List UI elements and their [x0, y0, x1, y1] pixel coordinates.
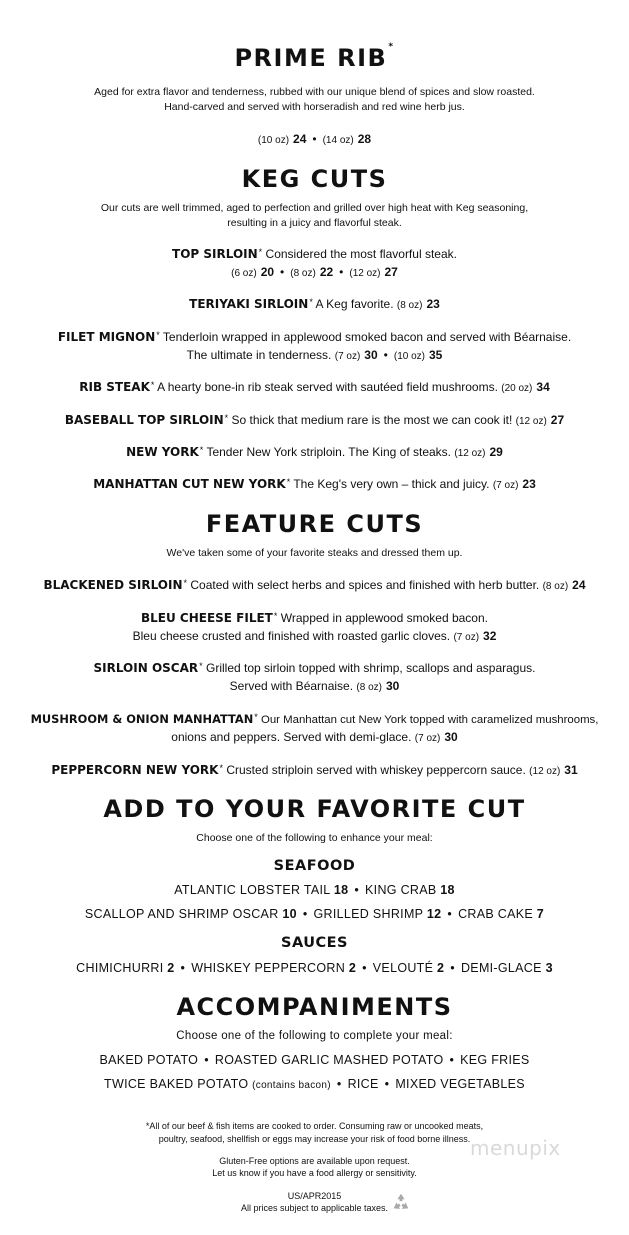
- menu-item-manhattan-cut: MANHATTAN CUT NEW YORK* The Keg's very own – thick and juicy. (7 oz) 23: [93, 477, 536, 491]
- mushroom-onion-manhattan-line-2: onions and peppers. Served with demi-glace. (7 oz) 30: [171, 730, 458, 744]
- menu-item-new-york: NEW YORK* Tender New York striploin. The King of steaks. (12 oz) 29: [126, 445, 503, 459]
- top-sirloin-prices: (6 oz) 20 • (8 oz) 22 • (12 oz) 27: [231, 265, 398, 279]
- seafood-line-1: ATLANTIC LOBSTER TAIL 18 • KING CRAB 18: [174, 883, 455, 897]
- accompaniments-line-1: BAKED POTATO • ROASTED GARLIC MASHED POTATO • KEG FRIES: [99, 1053, 530, 1067]
- menu-item-top-sirloin: TOP SIRLOIN* Considered the most flavorful steak.: [172, 247, 457, 261]
- keg-cuts-title: KEG CUTS: [241, 165, 388, 193]
- bleu-cheese-filet-line-2: Bleu cheese crusted and finished with roasted garlic cloves. (7 oz) 32: [132, 629, 497, 643]
- prime-rib-title: PRIME RIB*: [234, 42, 395, 72]
- menu-item-filet-mignon: FILET MIGNON* Tenderloin wrapped in applewood smoked bacon and served with Béarnaise.: [57, 330, 572, 344]
- keg-cuts-desc-2: resulting in a juicy and flavorful steak.: [227, 217, 402, 229]
- menu-item-mushroom-onion-manhattan: MUSHROOM & ONION MANHATTAN* Our Manhattan cut New York topped with caramelized mushrooms,: [30, 712, 599, 726]
- allergy-note: Let us know if you have a food allergy or sensitivity.: [212, 1168, 417, 1178]
- feature-cuts-title: FEATURE CUTS: [205, 510, 424, 538]
- prime-rib-desc-1: Aged for extra flavor and tenderness, rubbed with our unique blend of spices and slow roasted.: [94, 86, 535, 98]
- feature-cuts-desc: We've taken some of your favorite steaks and dressed them up.: [166, 547, 463, 559]
- sirloin-oscar-line-2: Served with Béarnaise. (8 oz) 30: [229, 679, 400, 693]
- add-cut-desc: Choose one of the following to enhance your meal:: [196, 832, 433, 844]
- accompaniments-desc: Choose one of the following to complete your meal:: [176, 1030, 453, 1042]
- menupix-watermark: menupix: [470, 1136, 561, 1160]
- seafood-line-2: SCALLOP AND SHRIMP OSCAR 10 • GRILLED SHRIMP 12 • CRAB CAKE 7: [84, 907, 545, 921]
- seafood-title: SEAFOOD: [273, 858, 356, 874]
- sauces-title: SAUCES: [281, 935, 348, 951]
- accompaniments-title: ACCOMPANIMENTS: [176, 993, 453, 1021]
- accompaniments-line-2: TWICE BAKED POTATO (contains bacon) • RICE • MIXED VEGETABLES: [104, 1077, 525, 1091]
- menu-item-teriyaki-sirloin: TERIYAKI SIRLOIN* A Keg favorite. (8 oz) 23: [189, 297, 440, 311]
- footer-note-1: *All of our beef & fish items are cooked to order. Consuming raw or uncooked meats,: [145, 1121, 484, 1131]
- menu-code: US/APR2015: [287, 1191, 342, 1201]
- menu-item-peppercorn-new-york: PEPPERCORN NEW YORK* Crusted striploin served with whiskey peppercorn sauce. (12 oz) 31: [51, 763, 578, 777]
- gluten-free-note: Gluten-Free options are available upon request.: [219, 1156, 410, 1166]
- prime-rib-prices: (10 oz) 24 • (14 oz) 28: [257, 132, 372, 146]
- add-cut-title: ADD TO YOUR FAVORITE CUT: [103, 795, 526, 823]
- menu-item-rib-steak: RIB STEAK* A hearty bone-in rib steak served with sautéed field mushrooms. (20 oz) 34: [79, 380, 550, 394]
- footer-note-2: poultry, seafood, shellfish or eggs may increase your risk of food borne illness.: [158, 1134, 471, 1144]
- prime-rib-desc-2: Hand-carved and served with horseradish and red wine herb jus.: [164, 101, 465, 113]
- sauces-line: CHIMICHURRI 2 • WHISKEY PEPPERCORN 2 • VELOUTÉ 2 • DEMI-GLACE 3: [76, 961, 553, 975]
- menu-item-bleu-cheese-filet: BLEU CHEESE FILET* Wrapped in applewood smoked bacon.: [141, 611, 488, 625]
- keg-cuts-desc-1: Our cuts are well trimmed, aged to perfection and grilled over high heat with Keg seasoning,: [100, 202, 529, 214]
- filet-mignon-line-2: The ultimate in tenderness. (7 oz) 30 • (10 oz) 35: [186, 348, 443, 362]
- menu-item-sirloin-oscar: SIRLOIN OSCAR* Grilled top sirloin topped with shrimp, scallops and asparagus.: [93, 661, 536, 675]
- taxes-note: All prices subject to applicable taxes.: [240, 1203, 389, 1213]
- recycle-icon: [390, 1191, 412, 1213]
- menu-item-baseball-top-sirloin: BASEBALL TOP SIRLOIN* So thick that medium rare is the most we can cook it! (12 oz) 27: [64, 413, 565, 427]
- menu-item-blackened-sirloin: BLACKENED SIRLOIN* Coated with select herbs and spices and finished with herb butter. (8 oz) 24: [43, 578, 586, 592]
